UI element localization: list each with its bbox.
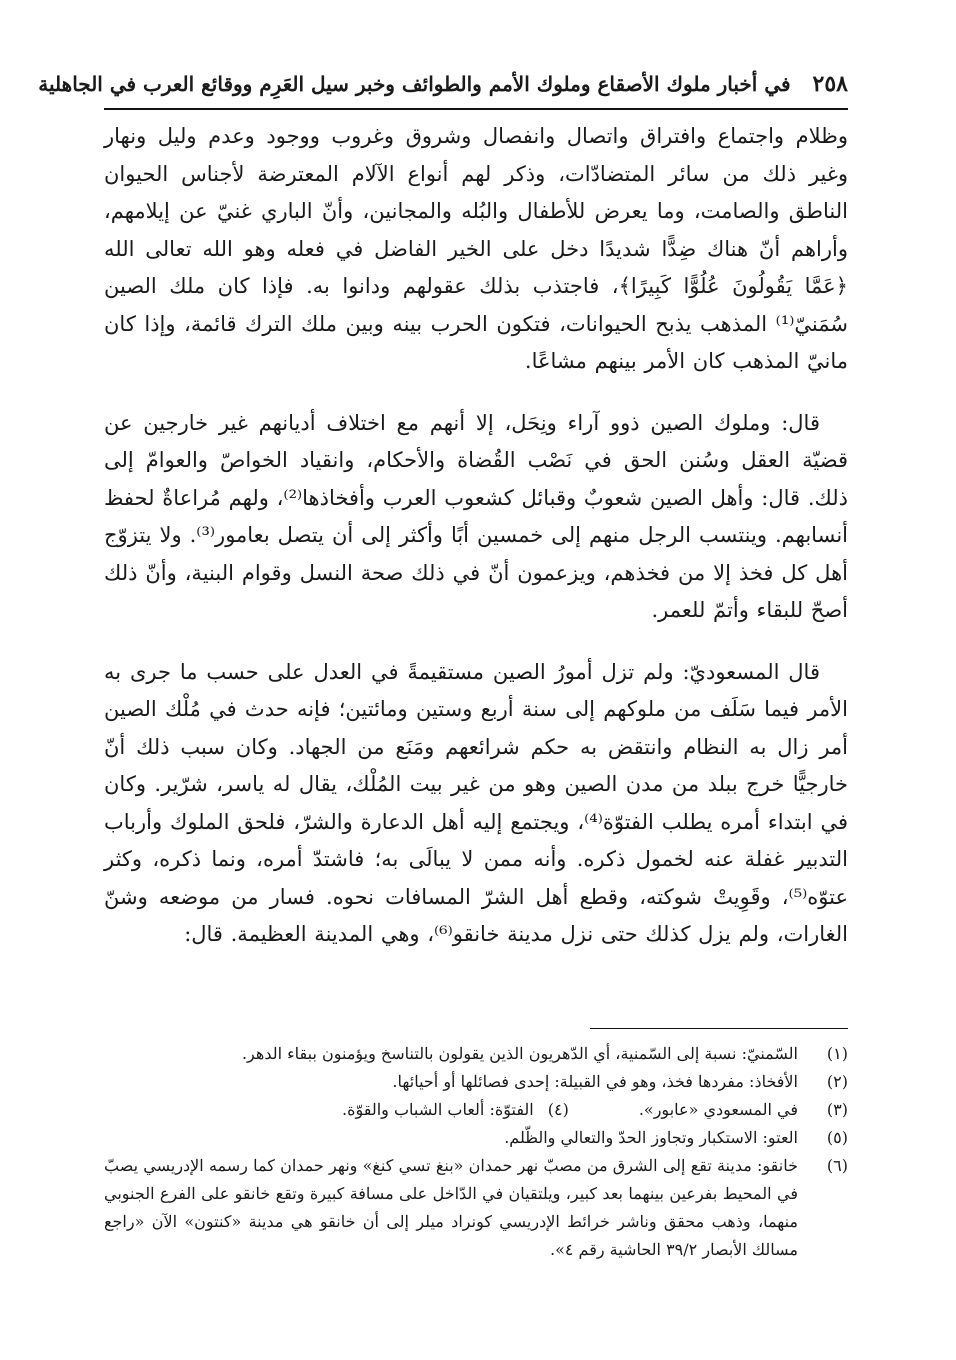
footnote-divider	[590, 1028, 848, 1029]
footnote-text: في المسعودي «عابور».	[638, 1100, 798, 1119]
footnote-text: الأفخاذ: مفردها فخذ، وهو في القبيلة: إحدى فصائلها أو أحيائها.	[392, 1072, 798, 1091]
footnote-1	[104, 1040, 848, 1068]
footnote-text-pair	[104, 1096, 798, 1124]
footnote-text: خانقو: مدينة تقع إلى الشرق من مصبّ نهر حمدان «بنغ تسي كنغ» ونهر حمدان كما رسمه الإدريسي يصبّ في المحيط بفرعين بينهما بعد كبير، ويلتقيان في الدّاخل على مسافة كبيرة وتقع خانقو على الفرع الجنوبي منهما، وذهب محقق وناشر خرائط الإدريسي كونراد ميلر إلى أن خانقو هي مدينة «كنتون» الآن «راجع مسالك الأبصار ٣٩/٢ الحاشية رقم ٤».	[104, 1156, 799, 1259]
footnote-mark: (٣)	[826, 1100, 848, 1119]
paragraph-1: وظلام واجتماع وافتراق واتصال وانفصال وشروق وغروب ووجود وعدم وليل ونهار وغير ذلك من سائر المتضادّات، وذكر لهم أنواع الآلام المعترضة لأجناس الحيوان الناطق والصامت، وما يعرض للأطفال والبُله والمجانين، وأنّ الباري غنيّ عن إيلامهم، وأراهم أنّ هناك ضِدًّا شديدًا دخل على الخير الفاضل في فعله وهو الله تعالى الله ﴿عَمَّا يَقُولُونَ عُلُوًّا كَبِيرًا﴾، فاجتذب بذلك عقولهم ودانوا به. فإذا كان ملك الصين سُمَنيّ⁽¹⁾ المذهب يذبح الحيوانات، فتكون الحرب بينه وبين ملك الترك قائمة، وإذا كان مانيّ المذهب كان الأمر بينهم مشاعًا.	[104, 124, 848, 373]
footnote-text: السّمنيّ: نسبة إلى السّمنية، أي الدّهريون الذين يقولون بالتناسخ ويؤمنون ببقاء الدهر.	[241, 1044, 798, 1063]
main-text	[104, 118, 848, 954]
paragraph-3: قال المسعوديّ: ولم تزل أمورُ الصين مستقيمةً في العدل على حسب ما جرى به الأمر فيما سَلَف من ملوكهم إلى سنة أربع وستين ومائتين؛ فإنه حدث في مُلْك الصين أمر زال به النظام وانتقض به حكم شرائعهم ومَنَع من الجهاد. وكان سبب ذلك أنّ خارجيًّا خرج ببلد من مدن الصين وهو من غير بيت المُلْك، يقال له ياسر، شرّير. وكان في ابتداء أمره يطلب الفتوّة⁽⁴⁾، ويجتمع إليه أهل الدعارة والشرّ، فلحق الملوك وأرباب التدبير غفلة عنه لخمول ذكره. وأنه ممن لا يبالَى به؛ فاشتدّ أمره، ونما ذكره، وكثر عتوّه⁽⁵⁾، وقَوِيتْ شوكته، وقطع أهل الشرّ المسافات نحوه. فسار من موضعه وشنّ الغارات، ولم يزل كذلك حتى نزل مدينة خانقو⁽⁶⁾، وهي المدينة العظيمة. قال:	[104, 659, 848, 946]
running-title: في أخبار ملوك الأصقاع وملوك الأمم والطوائف وخبر سيل العَرِم ووقائع العرب في الجاهلية	[38, 72, 791, 96]
footnote-2	[104, 1068, 848, 1096]
footnote-3-4	[104, 1096, 848, 1124]
footnote-5	[104, 1124, 848, 1152]
header-divider	[104, 108, 848, 110]
footnote-6	[104, 1152, 848, 1264]
footnote-mark: (٦)	[826, 1156, 848, 1175]
footnote-mark: (٥)	[826, 1128, 848, 1147]
page-number: ٢٥٨	[812, 71, 848, 97]
footnote-text: العتو: الاستكبار وتجاوز الحدّ والتعالي والظّلم.	[504, 1128, 798, 1147]
footnote-mark-4: (٤)	[547, 1100, 569, 1119]
footnote-mark: (٢)	[826, 1072, 848, 1091]
footnote-mark: (١)	[826, 1044, 848, 1063]
running-header	[38, 64, 848, 104]
paragraph-2: قال: وملوك الصين ذوو آراء ونِحَل، إلا أنهم مع اختلاف أديانهم غير خارجين عن قضيّة العقل وسُنن الحق في نَصْب القُضاة والأحكام، وانقياد الخواصّ والعوامّ إلى ذلك. قال: وأهل الصين شعوبٌ وقبائل كشعوب العرب وأفخاذها⁽²⁾، ولهم مُراعاةٌ لحفظ أنسابهم. وينتسب الرجل منهم إلى خمسين أبًا وأكثر إلى أن يتصل بعامور⁽³⁾. ولا يتزوّج أهل كل فخذ إلا من فخذهم، ويزعمون أنّ في ذلك صحة النسل وقوام البنية، وأنّ ذلك أصحّ للبقاء وأتمّ للعمر.	[104, 410, 848, 622]
footnotes	[104, 1040, 848, 1264]
footnote-text-4: الفتوّة: ألعاب الشباب والقوّة.	[341, 1100, 534, 1119]
